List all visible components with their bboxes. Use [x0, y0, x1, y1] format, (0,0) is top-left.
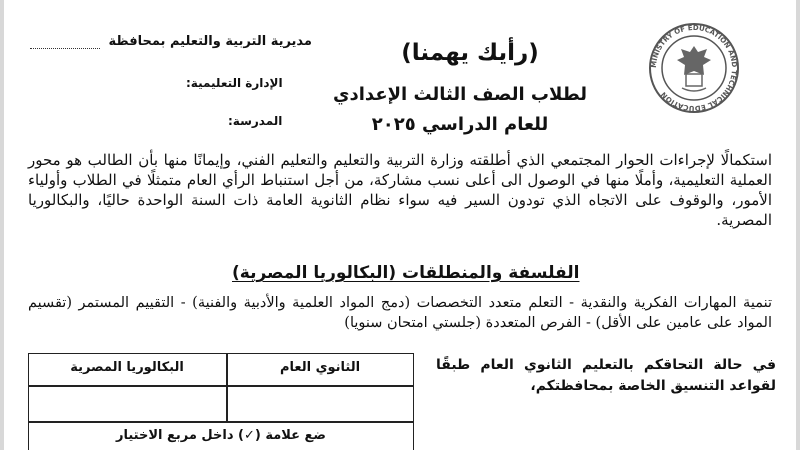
- directorate-line: [30, 34, 312, 49]
- admin-label: الإدارة التعليمية:: [186, 76, 283, 90]
- directorate-label: مديرية التربية والتعليم بمحافظة: [108, 34, 312, 49]
- title-line-2: لطلاب الصف الثالث الإعدادي: [333, 84, 587, 105]
- checkbox-egyptian-baccalaureate[interactable]: [29, 387, 225, 420]
- enrollment-note: في حالة التحاقكم بالتعليم الثانوي العام طبقًا لقواعد التنسيق الخاصة بمحافظتكم،: [436, 357, 776, 394]
- school-line: [228, 114, 282, 128]
- ministry-logo: [648, 22, 740, 114]
- header-general-secondary: الثانوي العام: [279, 360, 361, 375]
- table-row-line: [29, 421, 413, 423]
- directorate-blank: [30, 48, 100, 49]
- logo-ring-text: MINISTRY OF EDUCATION AND TECHNICAL EDUCATION: [649, 23, 739, 113]
- page-edge-left: [0, 0, 4, 450]
- eagle-icon: [677, 46, 711, 75]
- section-title: الفلسفة والمنطلقات (البكالوريا المصرية): [232, 263, 580, 283]
- school-label: المدرسة:: [228, 114, 283, 128]
- page-edge-right: [796, 0, 800, 450]
- header-egyptian-baccalaureate: البكالوريا المصرية: [70, 360, 184, 375]
- section-body: تنمية المهارات الفكرية والنقدية - التعلم متعدد التخصصات (دمج المواد العلمية والأدبية والفنية) - التقييم المستمر (تقسيم المواد على عامين على الأقل) - الفرص المتعددة (جلستي امتحان سنويا): [28, 295, 772, 331]
- choice-table: [28, 353, 414, 450]
- intro-paragraph: استكمالًا لإجراءات الحوار المجتمعي الذي أطلقته وزارة التربية والتعليم والتعليم الفني، وإيمانًا منها بأن الطالب هو محور العملية التعليمية، وأملًا منها في الوصول الى أعلى نسب مشاركة، من أجل استنباط الرأي العام متمثلًا في الطلاب وأولياء الأمور، والوقوف على الاتجاه الذي تودون السير فيه سواء نظام الثانوية العامة ذات السنة الواحدة حاليًا، والبكالوريا المصرية.: [28, 151, 772, 229]
- table-instruction: ضع علامة (✓) داخل مربع الاختيار: [115, 428, 326, 443]
- title-line-3: للعام الدراسي ٢٠٢٥: [371, 114, 549, 135]
- admin-line: [186, 76, 283, 90]
- title-line-1: (رأيك يهمنا): [401, 40, 539, 66]
- checkbox-general-secondary[interactable]: [227, 387, 413, 420]
